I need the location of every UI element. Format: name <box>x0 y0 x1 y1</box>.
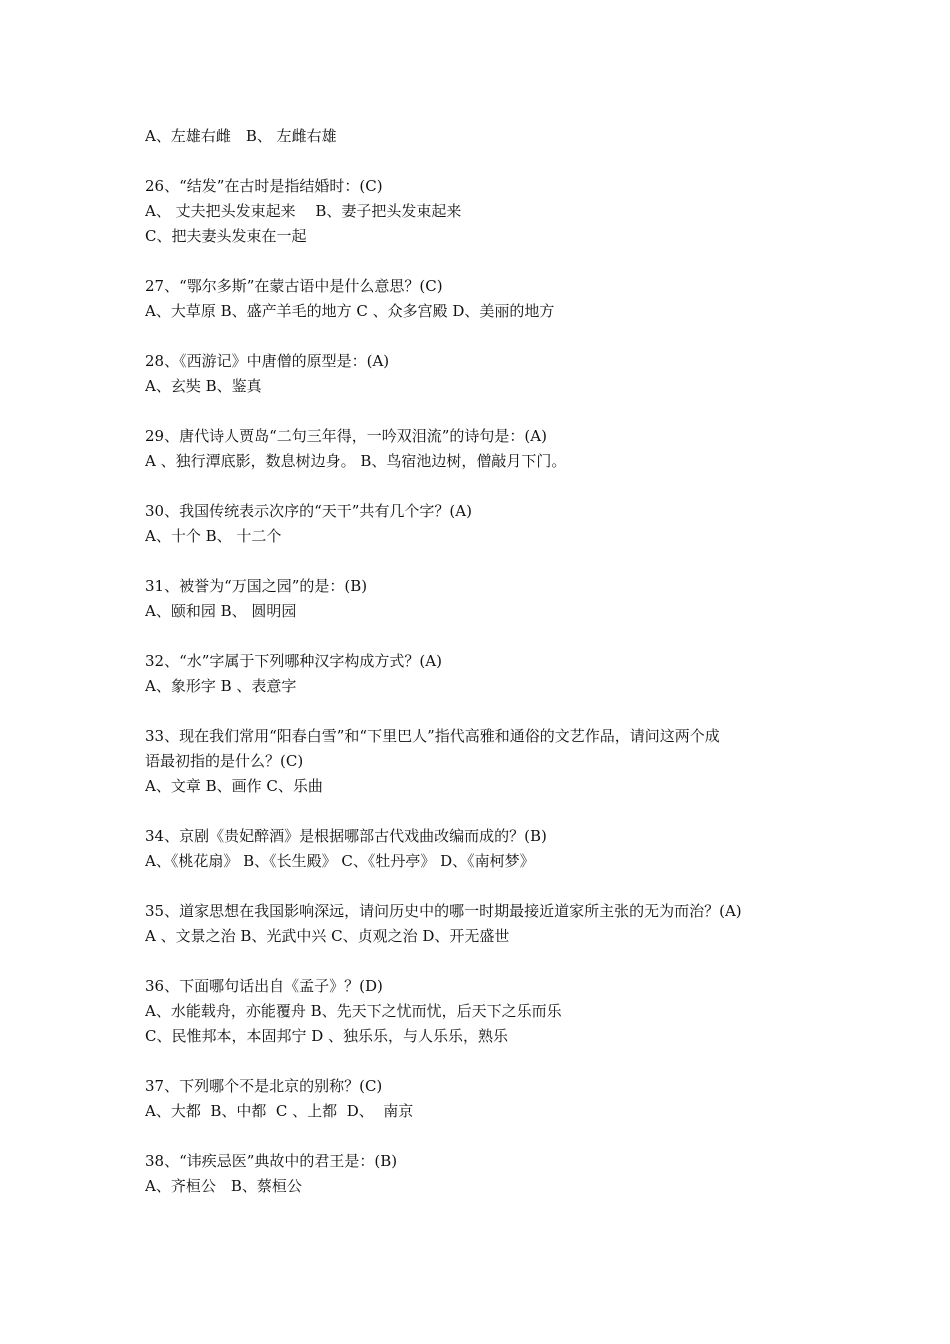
question-33-continued: 语最初指的是什么？(C) <box>145 752 304 770</box>
question-37: 37、下列哪个不是北京的别称？(C) <box>145 1077 383 1095</box>
option-line: C、把夫妻头发束在一起 <box>145 227 307 245</box>
question-27: 27、“鄂尔多斯”在蒙古语中是什么意思？(C) <box>145 277 443 295</box>
question-31: 31、被誉为“万国之园”的是：(B) <box>145 577 368 595</box>
question-38: 38、“讳疾忌医”典故中的君王是：(B) <box>145 1152 398 1170</box>
option-line: A、文章 B、画作 C、乐曲 <box>145 777 323 795</box>
question-34: 34、京剧《贵妃醉酒》是根据哪部古代戏曲改编而成的？(B) <box>145 827 547 845</box>
option-line: A 、文景之治 B、光武中兴 C、贞观之治 D、开无盛世 <box>145 927 510 945</box>
question-35: 35、道家思想在我国影响深远，请问历史中的哪一时期最接近道家所主张的无为而治？(A) <box>145 902 742 920</box>
option-line: A、玄奘 B、鉴真 <box>145 377 262 395</box>
option-line: A、水能载舟，亦能覆舟 B、先天下之忧而忧，后天下之乐而乐 <box>145 1002 562 1020</box>
question-30: 30、我国传统表示次序的“天干”共有几个字？(A) <box>145 502 472 520</box>
option-line: A、十个 B、 十二个 <box>145 527 282 545</box>
question-26: 26、“结发”在古时是指结婚时：(C) <box>145 177 383 195</box>
option-line: A、颐和园 B、 圆明园 <box>145 602 297 620</box>
question-32: 32、“水”字属于下列哪种汉字构成方式？(A) <box>145 652 442 670</box>
option-line: A、齐桓公 B、蔡桓公 <box>145 1177 302 1195</box>
option-line: A 、独行潭底影，数息树边身。 B、鸟宿池边树，僧敲月下门。 <box>145 452 567 470</box>
option-line: A、左雄右雌 B、 左雌右雄 <box>145 127 337 145</box>
option-line: A、大草原 B、盛产羊毛的地方 C 、众多宫殿 D、美丽的地方 <box>145 302 555 320</box>
document-page <box>145 124 825 1199</box>
question-29: 29、唐代诗人贾岛“二句三年得，一吟双泪流”的诗句是：(A) <box>145 427 547 445</box>
question-36: 36、下面哪句话出自《孟子》？(D) <box>145 977 383 995</box>
option-line: A、 丈夫把头发束起来 B、妻子把头发束起来 <box>145 202 462 220</box>
question-33: 33、现在我们常用“阳春白雪”和“下里巴人”指代高雅和通俗的文艺作品，请问这两个成 <box>145 727 720 745</box>
option-line: A、象形字 B 、表意字 <box>145 677 297 695</box>
question-28: 28、《西游记》中唐僧的原型是：(A) <box>145 352 390 370</box>
option-line: C、民惟邦本，本固邦宁 D 、独乐乐，与人乐乐，熟乐 <box>145 1027 509 1045</box>
option-line: A、《桃花扇》 B、《长生殿》 C、《牡丹亭》 D、《南柯梦》 <box>145 852 535 870</box>
option-line: A、大都 B、中都 C 、上都 D、 南京 <box>145 1102 414 1120</box>
